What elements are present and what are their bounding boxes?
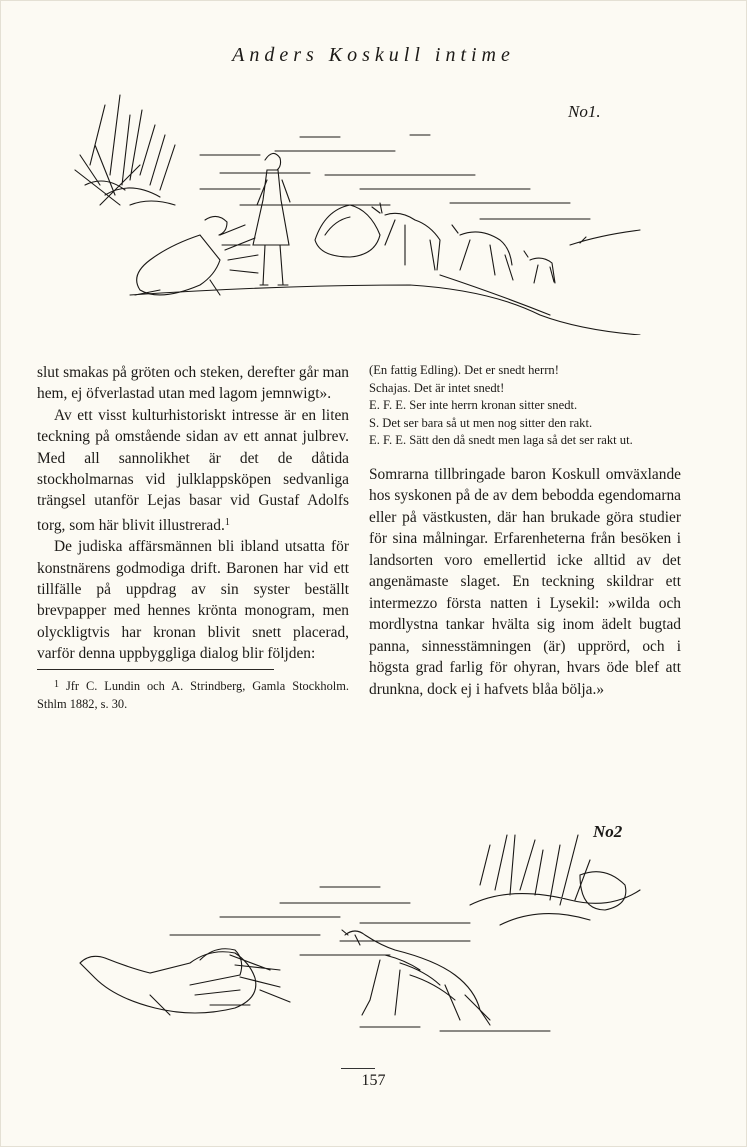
page-number-rule (341, 1068, 375, 1069)
illustration-bottom-label: No2 (593, 822, 623, 841)
illustration-top (60, 85, 660, 335)
running-title: Anders Koskull intime (232, 44, 515, 66)
footnote-reference: 1 (224, 516, 230, 528)
paragraph-2 (37, 405, 349, 536)
illustration-bottom (60, 795, 660, 1065)
dialog-line-1: (En fattig Edling). Det er snedt herrn! (369, 363, 559, 377)
footnote-number: 1 (54, 678, 59, 690)
paragraph-2-text: Av ett visst kulturhistoriskt intresse är en liten teckning på omstående sidan av ett annat julbrev. Med all sannolikhet är det de dåtida stockholmarnas vid julklappsköpen sedvanliga trängsel utanför Lejas basar vid Gustaf Adolfs torg, som här blivit illustrerad. (37, 406, 349, 534)
dialog-line-5: E. F. E. Sätt den då snedt men laga så det ser rakt ut. (369, 433, 633, 448)
footnote-text: Jfr C. Lundin och A. Strindberg, Gamla Stockholm. Sthlm 1882, s. 30. (37, 678, 349, 711)
footnote (37, 676, 349, 713)
dialog (369, 362, 681, 450)
right-column (369, 362, 681, 700)
dialog-line-3: E. F. E. Ser inte herrn kronan sitter snedt. (369, 398, 578, 413)
paragraph-1: slut smakas på gröten och steken, derefter går man hem, ej öfverlastad utan med lagom jemnwigt». (37, 364, 349, 403)
footnote-divider (37, 669, 274, 670)
paragraph-right: Somrarna tillbringade baron Koskull omväxlande hos syskonen på de av dem bebodda egendomarna eller på västkusten, där han brukade göra studier för sina målningar. Erfarenheterna från besöken i landsorten voro emellertid icke alltid av det angenämaste slaget. En teckning skildrar ett intermezzo första natten i Lysekil: »wilda och mordlystna tankar hvälta sig inom ädelt bugtad panna, sinnesstämningen (är) upprörd, och i högsta grad farlig för ohyran, hvars öde blef att drunkna, dock ej i hafvets blåa bölja.» (369, 465, 681, 698)
left-column (37, 362, 349, 713)
illustration-top-label: No1. (568, 102, 601, 121)
dialog-line-2: Schajas. Det är intet snedt! (369, 380, 505, 395)
dialog-line-4: S. Det ser bara så ut men nog sitter den rakt. (369, 415, 593, 430)
paragraph-3: De judiska affärsmännen bli ibland utsatta för konstnärens godmodiga drift. Baronen har vid ett tillfälle på uppdrag av sin syster beställt brevpapper med hennes krönta monogram, men olyckligtvis har kronan blivit snett placerad, varför denna uppbyggliga dialog blir följden: (37, 538, 349, 663)
page-number: 157 (361, 1072, 386, 1089)
